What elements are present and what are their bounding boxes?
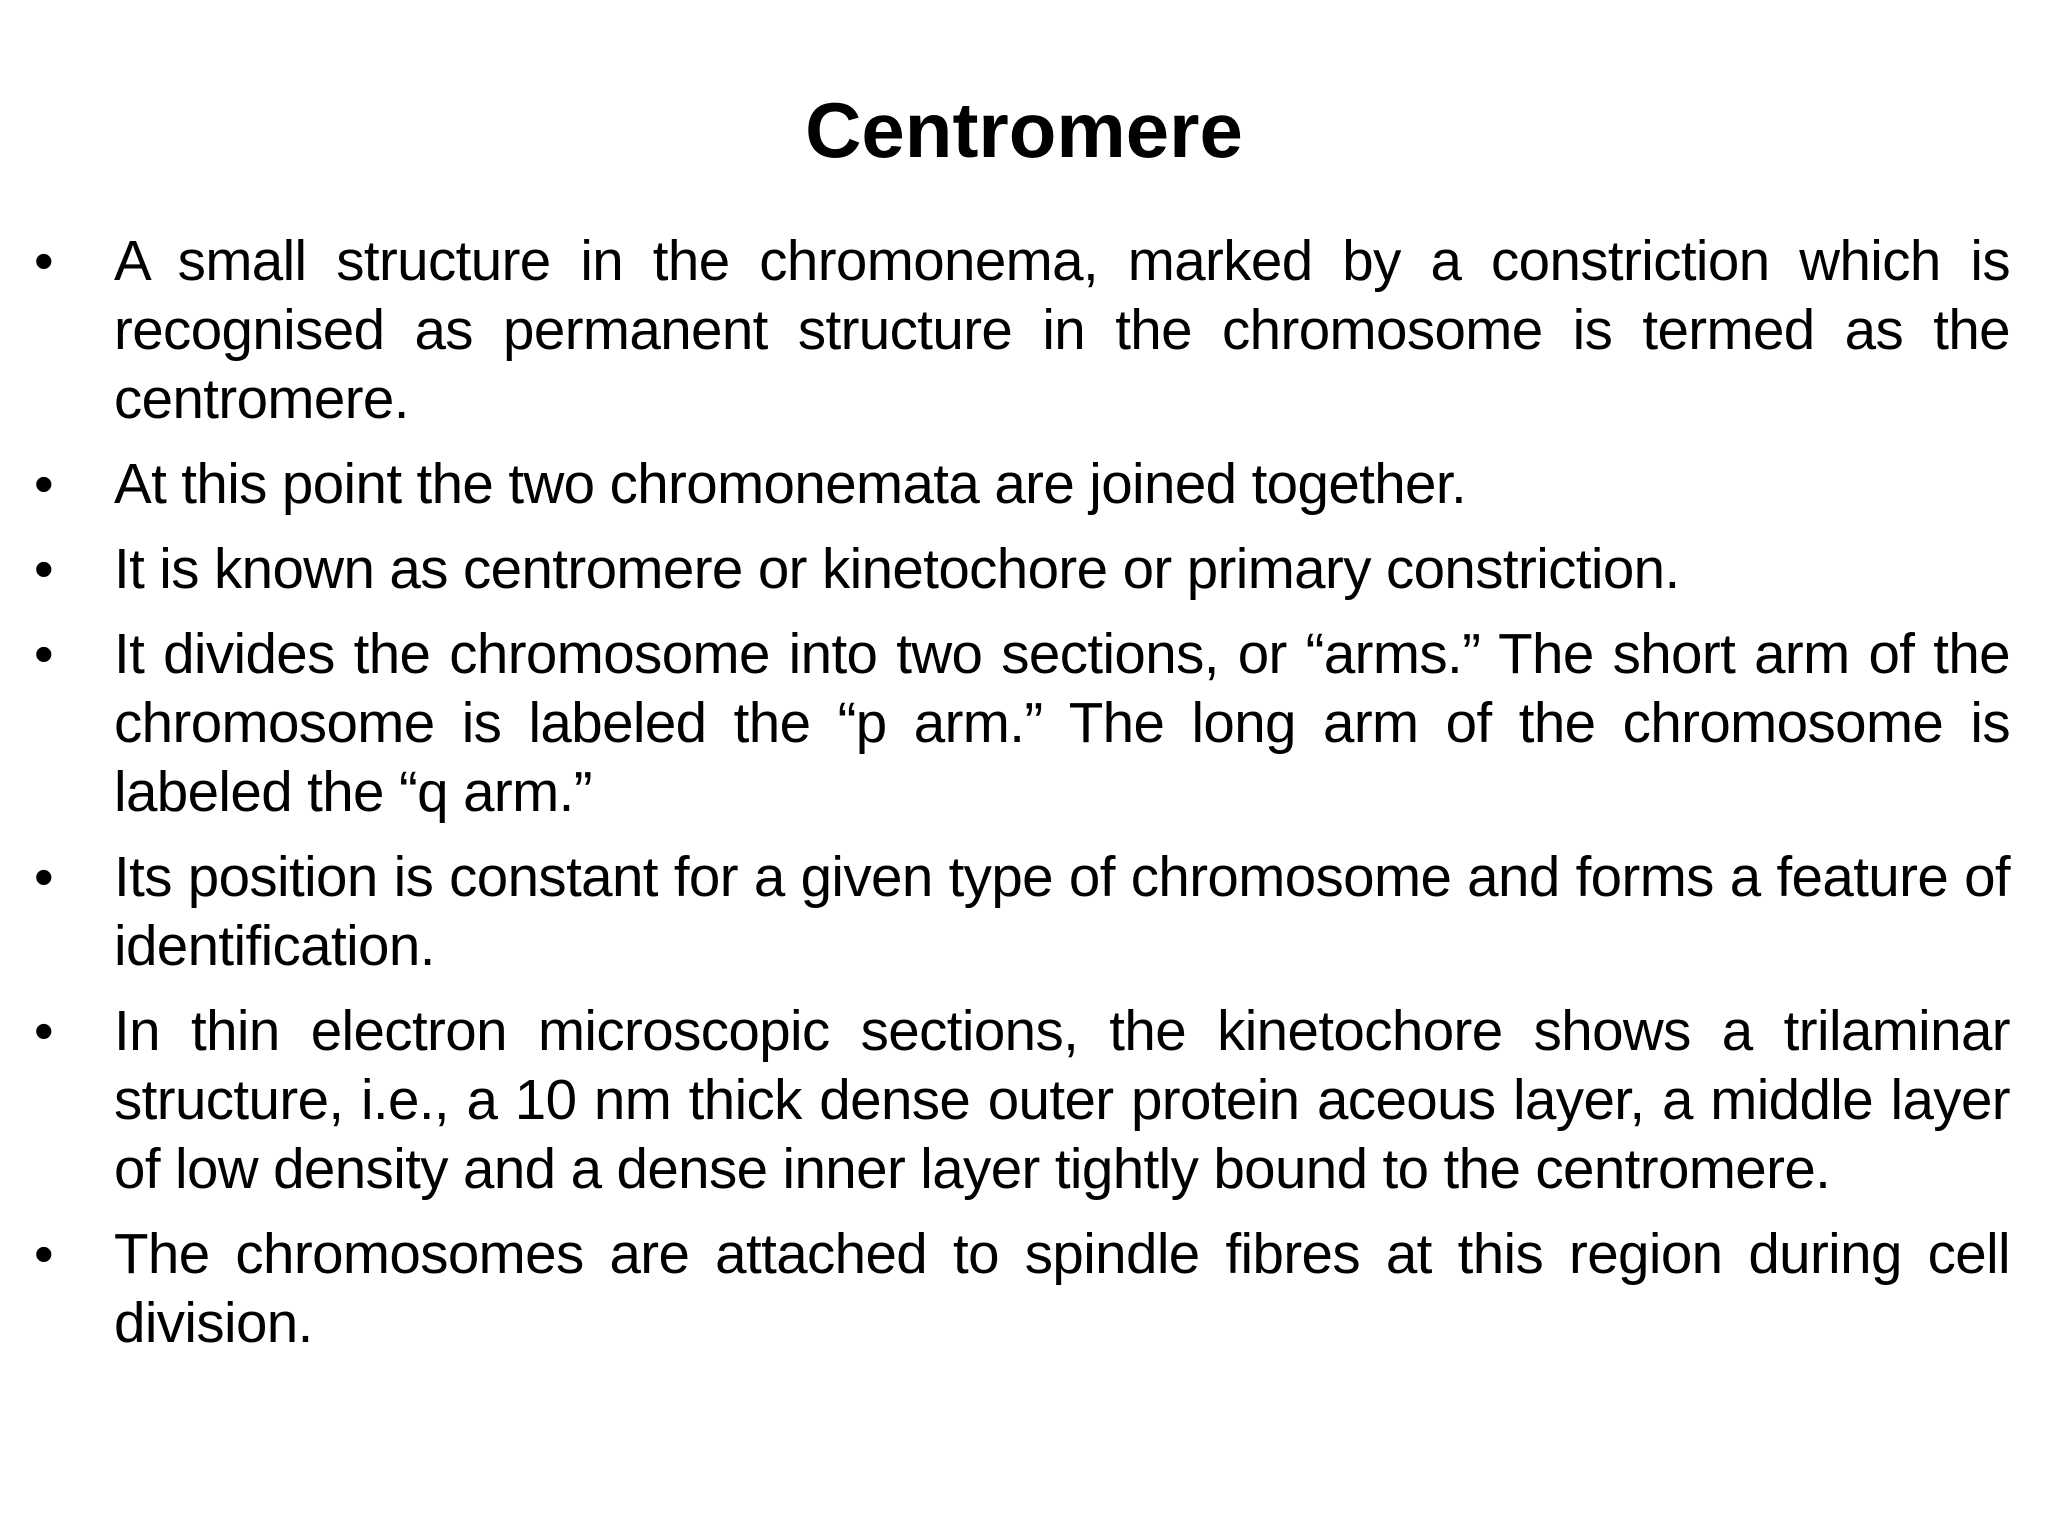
bullet-text: In thin electron microscopic sections, the kinetochore shows a trilaminar structure, i.e., a 10 nm thick dense outer protein aceous layer, a middle layer of low density and a dense inner layer tightly bound to the centromere. xyxy=(114,999,2010,1200)
bullet-marker: • xyxy=(34,1222,54,1285)
bullet-item xyxy=(0,226,2048,433)
bullet-marker: • xyxy=(34,845,54,908)
bullet-item xyxy=(0,842,2048,980)
bullet-text: The chromosomes are attached to spindle fibres at this region during cell division. xyxy=(114,1222,2010,1354)
bullet-item xyxy=(0,996,2048,1203)
bullet-text: At this point the two chromonemata are joined together. xyxy=(114,452,1467,515)
bullet-item xyxy=(0,449,2048,518)
bullet-text: It divides the chromosome into two sections, or “arms.” The short arm of the chromosome is labeled the “p arm.” The long arm of the chromosome is labeled the “q arm.” xyxy=(114,622,2010,823)
bullet-text: It is known as centromere or kinetochore or primary constriction. xyxy=(114,537,1680,600)
slide-title: Centromere xyxy=(805,86,1243,174)
bullet-text: Its position is constant for a given type of chromosome and forms a feature of identification. xyxy=(114,845,2010,977)
bullet-marker: • xyxy=(34,622,54,685)
bullet-marker: • xyxy=(34,999,54,1062)
bullet-marker: • xyxy=(34,452,54,515)
bullet-text: A small structure in the chromonema, marked by a constriction which is recognised as permanent structure in the chromosome is termed as the centromere. xyxy=(114,229,2010,430)
bullet-item xyxy=(0,619,2048,826)
bullet-list xyxy=(0,226,2048,1373)
bullet-item xyxy=(0,1219,2048,1357)
bullet-item xyxy=(0,534,2048,603)
bullet-marker: • xyxy=(34,229,54,292)
bullet-marker: • xyxy=(34,537,54,600)
